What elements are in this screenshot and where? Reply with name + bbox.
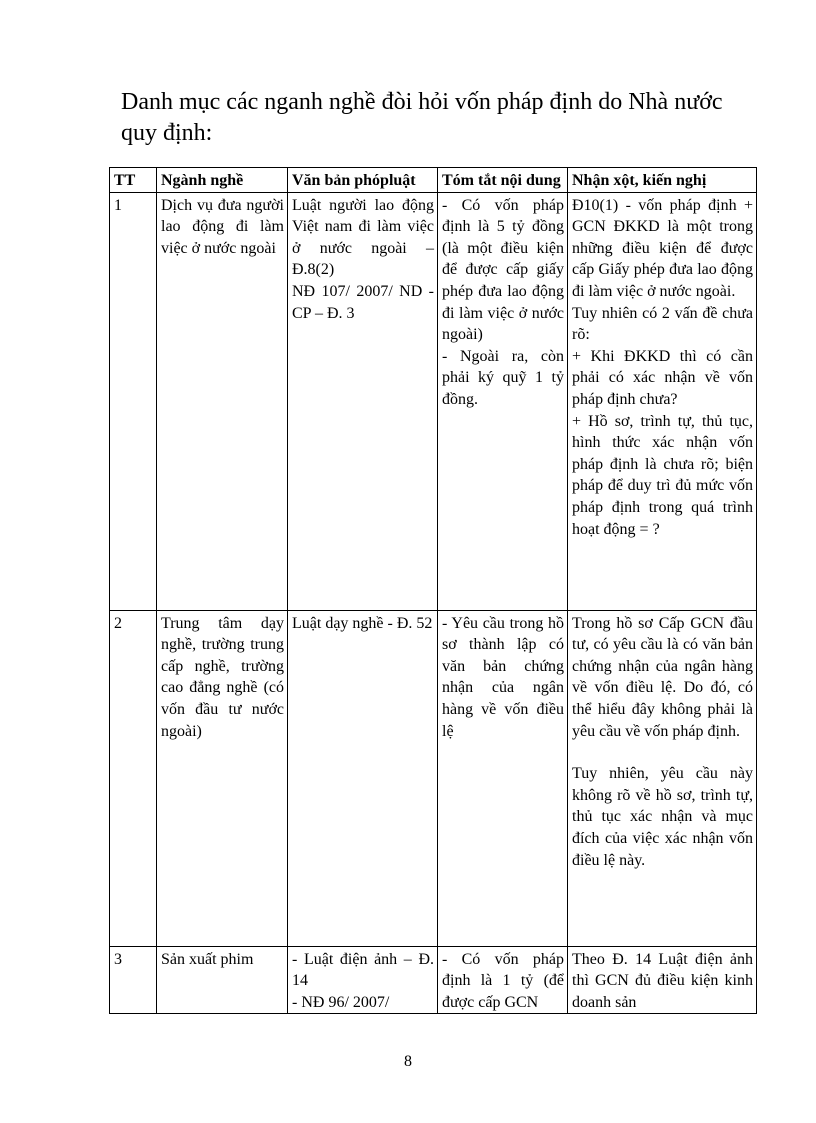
cell-line: NĐ 107/ 2007/ ND - CP – Đ. 3: [292, 282, 434, 322]
cell-line: - Có vốn pháp định là 5 tỷ đồng (là một điều kiện để được cấp giấy phép đưa lao động đi làm việc ở nước ngoài): [442, 196, 564, 344]
cell-nhan-xet: [568, 946, 757, 1014]
cell-line: Trong hồ sơ Cấp GCN đầu tư, có yêu cầu là có văn bản chứng nhận của ngân hàng về vốn điều lệ. Do đó, có thể hiểu đây không phải là yêu cầu về vốn pháp định.: [572, 614, 753, 740]
cell-tom-tat: [438, 610, 568, 946]
cell-line: Luật người lao động Việt nam đi làm việc ở nước ngoài – Đ.8(2): [292, 196, 434, 279]
cell-line: - Ngoài ra, còn phải ký quỹ 1 tỷ đồng.: [442, 347, 564, 408]
table-row: [110, 610, 757, 946]
cell-line: - NĐ 96/ 2007/: [292, 993, 390, 1011]
page-heading: Danh mục các nganh nghề đòi hỏi vốn pháp định do Nhà nước quy định:: [121, 89, 723, 146]
cell-van-ban: [288, 610, 438, 946]
cell-line: - Yêu cầu trong hồ sơ thành lập có văn bản chứng nhận của ngân hàng về vốn điều lệ: [442, 614, 564, 740]
cell-line: - Luật điện ảnh – Đ. 14: [292, 950, 434, 990]
header-nhan-xet: Nhận xột, kiến nghị: [568, 168, 757, 193]
table-row: [110, 192, 757, 610]
cell-tt: 1: [110, 192, 157, 610]
cell-nganh-nghe: Trung tâm dạy nghề, trường trung cấp nghề, trường cao đẳng nghề (có vốn đầu tư nước ngoài): [157, 610, 288, 946]
header-tt: TT: [110, 168, 157, 193]
cell-line: + Hồ sơ, trình tự, thủ tục, hình thức xác nhận vốn pháp định là chưa rõ; biện pháp để duy trì đủ mức vốn pháp định trong quá trình hoạt động = ?: [572, 412, 753, 538]
header-tom-tat: Tóm tắt nội dung: [438, 168, 568, 193]
regulation-table: [109, 167, 757, 1014]
cell-line: + Khi ĐKKD thì có cần phải có xác nhận về vốn pháp định chưa?: [572, 347, 753, 408]
cell-van-ban: [288, 192, 438, 610]
cell-line: Đ10(1) - vốn pháp định + GCN ĐKKD là một trong những điều kiện để được cấp Giấy phép đưa lao động đi làm việc ở nước ngoài.: [572, 196, 753, 300]
cell-line: Theo Đ. 14 Luật điện ảnh thì GCN đủ điều kiện kinh doanh sản: [572, 950, 753, 1011]
table-row: [110, 946, 757, 1014]
cell-tt: 3: [110, 946, 157, 1014]
cell-nganh-nghe: Sản xuất phim: [157, 946, 288, 1014]
cell-line: Tuy nhiên có 2 vấn đề chưa rõ:: [572, 304, 753, 344]
cell-line: Luật dạy nghề - Đ. 52: [292, 614, 433, 632]
cell-nhan-xet: [568, 192, 757, 610]
header-nganh-nghe: Ngành nghề: [157, 168, 288, 193]
cell-nganh-nghe: Dịch vụ đưa người lao động đi làm việc ở nước ngoài: [157, 192, 288, 610]
cell-line: - Có vốn pháp định là 1 tỷ (để được cấp GCN: [442, 950, 564, 1011]
cell-tom-tat: [438, 192, 568, 610]
page-number: 8: [404, 1053, 412, 1070]
header-van-ban: Văn bản phópluật: [288, 168, 438, 193]
table-header-row: [110, 168, 757, 193]
cell-van-ban: [288, 946, 438, 1014]
cell-tt: 2: [110, 610, 157, 946]
cell-line: Tuy nhiên, yêu cầu này không rõ về hồ sơ, trình tự, thủ tục xác nhận và mục đích của việc xác nhận vốn điều lệ này.: [572, 765, 753, 869]
cell-tom-tat: [438, 946, 568, 1014]
cell-nhan-xet: [568, 610, 757, 946]
